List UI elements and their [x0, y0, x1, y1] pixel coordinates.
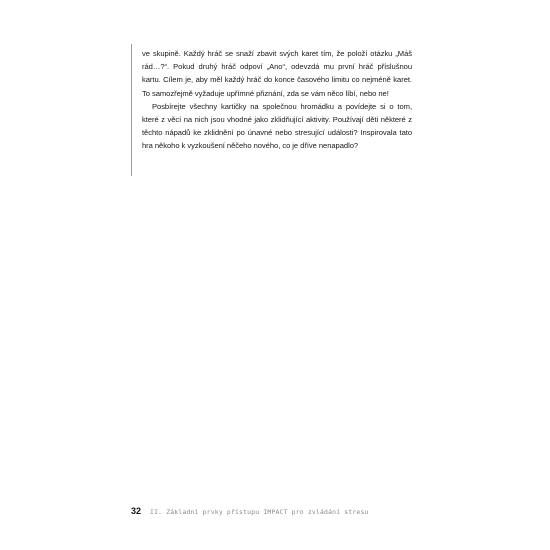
running-chapter-title: II. Základní prvky přístupu IMPACT pro zvládání stresu — [150, 508, 369, 516]
margin-rule — [131, 44, 132, 176]
page-footer — [131, 506, 369, 518]
paragraph: Posbírejte všechny kartičky na společnou hromádku a povídejte si o tom, které z věcí na nich jsou vhodné jako zklidňující aktivity. Používají děti některé z těchto nápadů ke zklidnění po únavné nebo stresující události? Inspirovala tato hra někoho k vyzkoušení něčeho nového, co je dříve nenapadlo? — [142, 101, 412, 151]
body-text — [142, 47, 412, 153]
paragraph-continued: ve skupině. Každý hráč se snaží zbavit svých karet tím, že položí otázku „Máš rád…?“. Pokud druhý hráč odpoví „Ano“, odevzdá mu první hráč příslušnou kartu. Cílem je, aby měl každý hráč do konce časového limitu co nejméně karet. To samozřejmě vyžaduje upřímné přiznání, zda se vám něco líbí, nebo ne! — [142, 49, 412, 98]
page-number: 32 — [131, 506, 142, 516]
